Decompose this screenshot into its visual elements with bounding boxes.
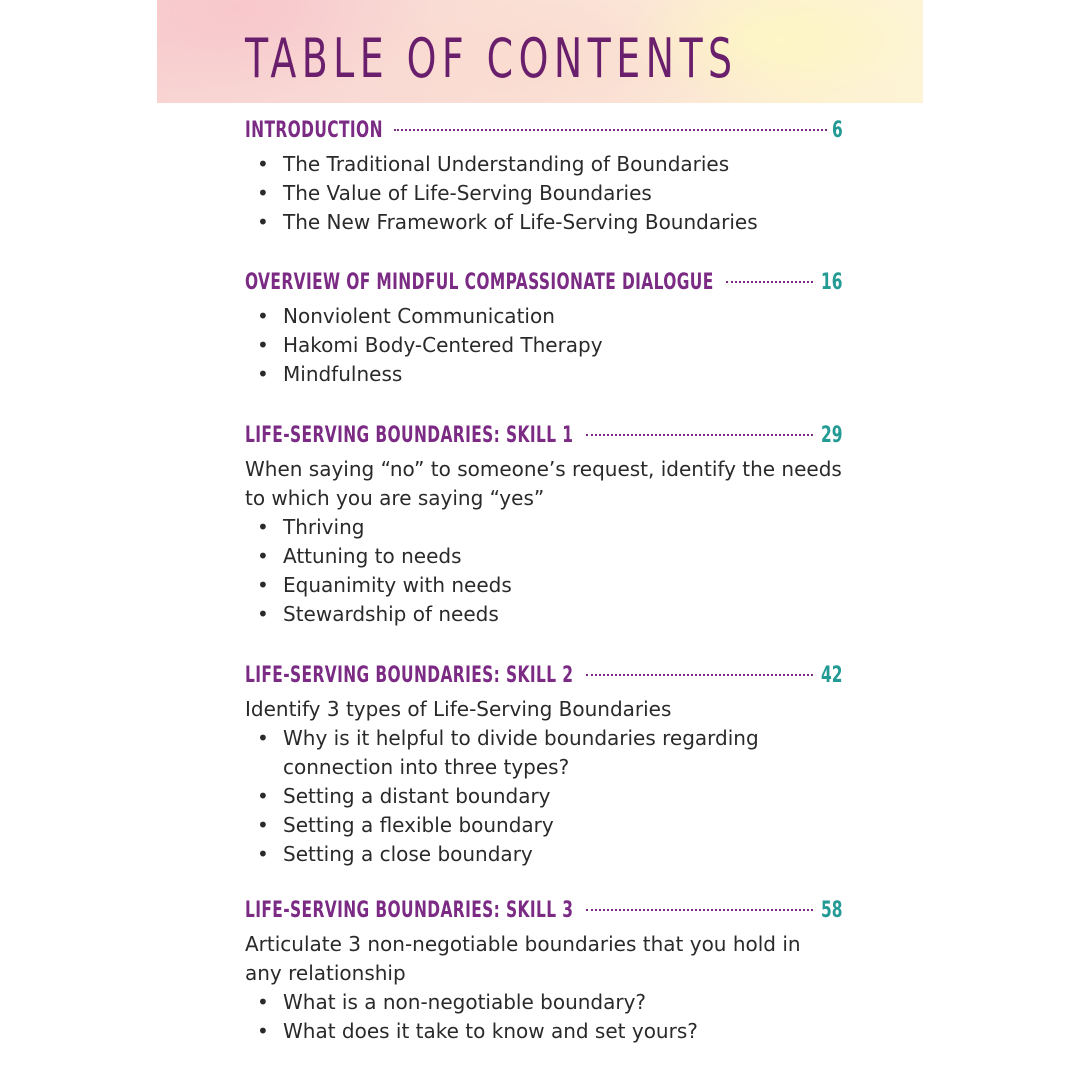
section-title: INTRODUCTION bbox=[245, 118, 383, 143]
list-item: • What is a non-negotiable boundary? bbox=[245, 988, 843, 1017]
section-heading bbox=[245, 663, 843, 695]
section-items bbox=[245, 302, 843, 389]
section-heading bbox=[245, 270, 843, 302]
dot-leader bbox=[394, 129, 827, 131]
header-banner bbox=[157, 0, 923, 103]
bullet-icon: • bbox=[257, 573, 269, 597]
section-page-number: 6 bbox=[832, 118, 843, 143]
bullet-icon: • bbox=[257, 726, 269, 750]
bullet-icon: • bbox=[257, 152, 269, 176]
bullet-icon: • bbox=[257, 1019, 269, 1043]
list-item: • Setting a flexible boundary bbox=[245, 811, 843, 840]
toc-section-skill-1[interactable] bbox=[245, 423, 843, 663]
section-title: LIFE-SERVING BOUNDARIES: SKILL 2 bbox=[245, 663, 574, 688]
section-page-number: 16 bbox=[821, 270, 843, 295]
bullet-icon: • bbox=[257, 842, 269, 866]
dot-leader bbox=[726, 281, 814, 283]
bullet-icon: • bbox=[257, 544, 269, 568]
section-items bbox=[245, 988, 843, 1046]
list-item: • What does it take to know and set yours? bbox=[245, 1017, 843, 1046]
bullet-icon: • bbox=[257, 181, 269, 205]
list-item: • The New Framework of Life-Serving Boundaries bbox=[245, 208, 843, 237]
list-item: • Setting a close boundary bbox=[245, 840, 843, 869]
section-page-number: 42 bbox=[821, 663, 843, 688]
section-items bbox=[245, 150, 843, 237]
list-item: • The Traditional Understanding of Boundaries bbox=[245, 150, 843, 179]
bullet-icon: • bbox=[257, 784, 269, 808]
section-description: Articulate 3 non-negotiable boundaries that you hold in any relationship bbox=[245, 932, 801, 985]
list-item: • Nonviolent Communication bbox=[245, 302, 843, 331]
page-title: TABLE OF CONTENTS bbox=[245, 27, 738, 90]
list-item: • The Value of Life-Serving Boundaries bbox=[245, 179, 843, 208]
section-heading bbox=[245, 118, 843, 150]
list-item: • Hakomi Body-Centered Therapy bbox=[245, 331, 843, 360]
dot-leader bbox=[586, 909, 814, 911]
list-item: • Equanimity with needs bbox=[245, 571, 843, 600]
section-title: OVERVIEW OF MINDFUL COMPASSIONATE DIALOGUE bbox=[245, 270, 714, 295]
section-heading bbox=[245, 423, 843, 455]
section-description: Identify 3 types of Life-Serving Boundaries bbox=[245, 697, 672, 721]
list-item: • Why is it helpful to divide boundaries regarding connection into three types? bbox=[257, 726, 759, 779]
bullet-icon: • bbox=[257, 210, 269, 234]
section-title: LIFE-SERVING BOUNDARIES: SKILL 1 bbox=[245, 423, 574, 448]
list-item: • Stewardship of needs bbox=[245, 600, 843, 629]
toc-section-skill-2[interactable] bbox=[245, 663, 843, 898]
section-description: When saying “no” to someone’s request, identify the needs to which you are saying “yes” bbox=[245, 457, 842, 510]
bullet-icon: • bbox=[257, 515, 269, 539]
bullet-icon: • bbox=[257, 333, 269, 357]
toc-section-introduction[interactable] bbox=[245, 118, 843, 270]
list-item: • Thriving bbox=[245, 513, 843, 542]
bullet-icon: • bbox=[257, 362, 269, 386]
bullet-icon: • bbox=[257, 990, 269, 1014]
section-page-number: 29 bbox=[821, 423, 843, 448]
list-item: • Setting a distant boundary bbox=[245, 782, 843, 811]
section-items bbox=[245, 513, 843, 629]
section-heading bbox=[245, 898, 843, 930]
bullet-icon: • bbox=[257, 602, 269, 626]
bullet-icon: • bbox=[257, 304, 269, 328]
section-page-number: 58 bbox=[821, 898, 843, 923]
bullet-icon: • bbox=[257, 813, 269, 837]
dot-leader bbox=[586, 674, 814, 676]
dot-leader bbox=[586, 434, 814, 436]
list-item: • Mindfulness bbox=[245, 360, 843, 389]
toc-page bbox=[157, 0, 923, 1080]
toc-list bbox=[245, 118, 843, 1046]
section-items bbox=[245, 724, 843, 869]
list-item: • Attuning to needs bbox=[245, 542, 843, 571]
toc-section-skill-3[interactable] bbox=[245, 898, 843, 1046]
toc-section-overview[interactable] bbox=[245, 270, 843, 423]
section-title: LIFE-SERVING BOUNDARIES: SKILL 3 bbox=[245, 898, 574, 923]
